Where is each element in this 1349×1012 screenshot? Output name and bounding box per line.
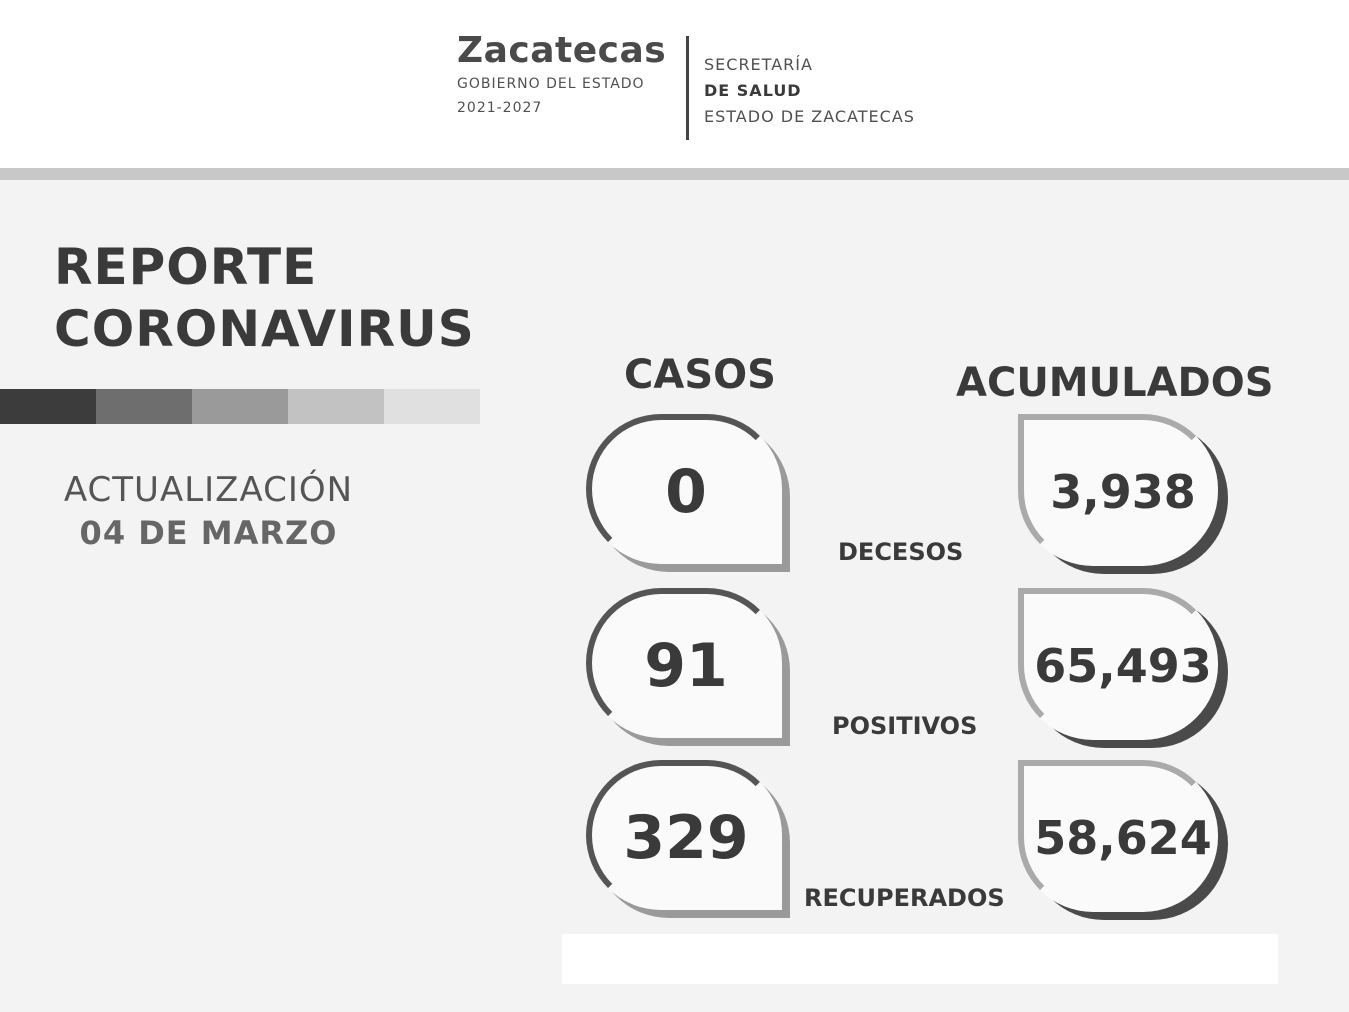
positive-cases-card: [586, 588, 786, 744]
footer-box: [562, 934, 1278, 984]
update-date: 04 DE MARZO: [79, 514, 338, 552]
swatch-1: [0, 389, 96, 424]
update-label: ACTUALIZACIÓN: [63, 470, 354, 510]
recovered-cases-value: 329: [623, 803, 749, 873]
recovered-accumulated-value: 58,624: [1034, 811, 1212, 865]
deaths-accumulated-card: [1018, 414, 1228, 574]
positive-cases-value: 91: [644, 631, 728, 701]
positive-accumulated-card: [1018, 588, 1228, 748]
recovered-label: RECUPERADOS: [804, 884, 1005, 912]
government-period: 2021-2027: [457, 100, 543, 116]
swatch-4: [288, 389, 384, 424]
secretariat-label: SECRETARÍA: [704, 55, 813, 74]
accumulated-column-header: ACUMULADOS: [956, 360, 1274, 406]
deaths-cases-value: 0: [665, 457, 707, 527]
header-divider: [0, 168, 1349, 180]
report-title: [54, 236, 475, 360]
cases-column-header: CASOS: [624, 352, 776, 398]
recovered-accumulated-card: [1018, 760, 1228, 920]
swatch-3: [192, 389, 288, 424]
swatch-5: [384, 389, 480, 424]
report-title-line2: CORONAVIRUS: [54, 300, 475, 358]
header: [0, 0, 1349, 168]
logo-divider: [686, 36, 689, 140]
government-label: GOBIERNO DEL ESTADO: [457, 76, 645, 92]
deaths-accumulated-value: 3,938: [1050, 465, 1196, 519]
positive-label: POSITIVOS: [832, 712, 978, 740]
department-label: DE SALUD: [704, 81, 802, 100]
health-secretariat-logo: [704, 52, 915, 130]
swatch-2: [96, 389, 192, 424]
brand-name: Zacatecas: [457, 30, 667, 71]
recovered-cases-card: [586, 760, 786, 916]
positive-accumulated-value: 65,493: [1034, 639, 1212, 693]
deaths-label: DECESOS: [838, 538, 964, 566]
government-logo: [457, 30, 666, 120]
deaths-cases-card: [586, 414, 786, 570]
report-title-line1: REPORTE: [54, 238, 318, 296]
color-swatch-bar: [0, 389, 480, 424]
state-label: ESTADO DE ZACATECAS: [704, 107, 915, 126]
